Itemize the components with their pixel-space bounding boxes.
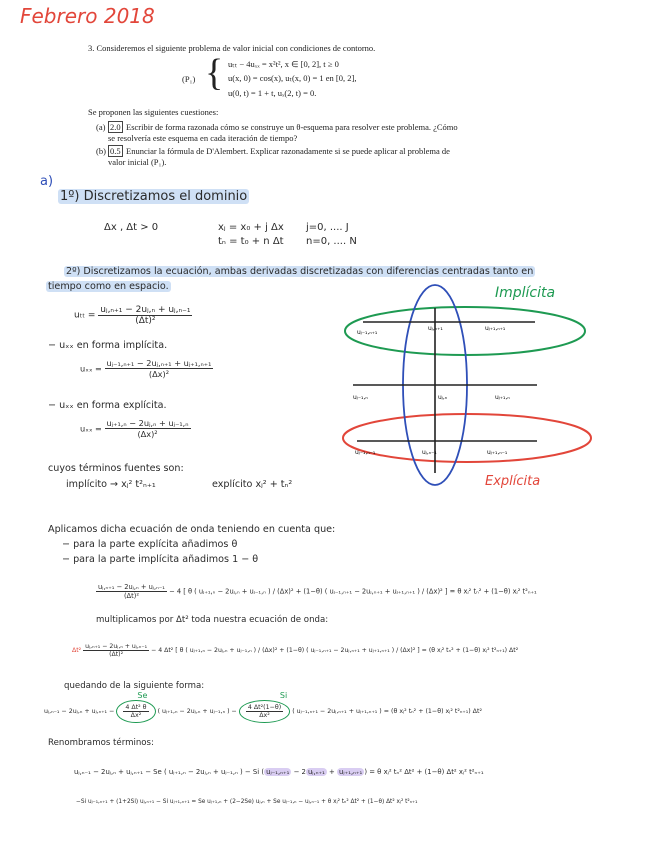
theta-eq-utt xyxy=(96,583,167,600)
utt-formula xyxy=(74,305,192,326)
question-a-text-2: se resolvería este esquema en cada iteración de tiempo? xyxy=(108,133,298,143)
problem-brace: { xyxy=(205,52,224,94)
problem-eq-2: u(x, 0) = cos(x), uₜ(x, 0) = 1 en [0, 2], xyxy=(228,73,357,83)
page-title: Febrero 2018 xyxy=(20,4,155,28)
question-b-label: (b) xyxy=(96,146,106,156)
rename-eq1-p3: uⱼ₊₁,ₙ₊₁ xyxy=(339,768,363,776)
stencil-explicit-label: Explícita xyxy=(485,474,541,489)
utt-lhs: uₜₜ = xyxy=(74,310,96,321)
mult-eq-utt-den: (Δt)² xyxy=(109,651,124,658)
step-2-line-1 xyxy=(64,266,535,277)
question-a-score: 2.0 xyxy=(110,122,121,132)
stencil-node-mid-right: uⱼ₊₁,ₙ xyxy=(495,394,510,401)
question-b-text-2: valor inicial (P₁). xyxy=(108,157,167,167)
uxx-implicit-fraction xyxy=(105,358,214,379)
rename-eq1-m: − 2 xyxy=(291,768,306,776)
si-label: Si xyxy=(279,691,288,700)
se-label: Se xyxy=(137,691,148,700)
apply-line: Aplicamos dicha ecuación de onda teniendo en cuenta que: xyxy=(48,524,336,535)
sources-label: cuyos términos fuentes son: xyxy=(48,463,184,474)
uxx-explicit-formula xyxy=(80,418,191,439)
uxx-implicit-numerator: uⱼ₋₁,ₙ₊₁ − 2uⱼ,ₙ₊₁ + uⱼ₊₁,ₙ₊₁ xyxy=(106,358,212,368)
se-numerator: 4 Δt² θ xyxy=(125,704,147,711)
stencil-implicit-label: Implícita xyxy=(495,285,556,301)
rename-eq1-a: uⱼ,ₙ₋₁ − 2uⱼ,ₙ + uⱼ,ₙ₊₁ − Se ( uⱼ₊₁,ₙ − 2uⱼ,ₙ + uⱼ₋₁,ₙ ) − Si ( xyxy=(74,768,265,776)
si-numerator: 4 Δt²(1−θ) xyxy=(247,704,282,711)
result-equation xyxy=(44,691,482,723)
stencil-node-mid-mid: uⱼ,ₙ xyxy=(438,394,448,401)
problem-eq-1: uₜₜ − 4uₓₓ = x²t², x ∈ [0, 2], t ≥ 0 xyxy=(228,59,339,69)
apply-implicit: − para la parte implícita añadimos 1 − θ xyxy=(62,554,259,565)
rename-eq1-p2: uⱼ,ₙ₊₁ xyxy=(307,768,325,776)
se-denominator: Δx² xyxy=(130,712,142,719)
multiply-line: multiplicamos por Δt² toda nuestra ecuación de onda: xyxy=(96,615,329,625)
se-circle xyxy=(116,691,155,723)
multiplied-equation xyxy=(72,643,518,658)
uxx-explicit-numerator: uⱼ₊₁,ₙ − 2uⱼ,ₙ + uⱼ₋₁,ₙ xyxy=(106,418,189,428)
uxx-explicit-label: − uₓₓ en forma explícita. xyxy=(48,400,167,411)
part-a-label: a) xyxy=(40,174,54,189)
se-fraction xyxy=(123,704,148,719)
step-1-xj: xⱼ = x₀ + j Δx xyxy=(218,222,284,233)
uxx-implicit-denominator: (Δx)² xyxy=(148,369,169,379)
problem-intro: 3. Consideremos el siguiente problema de valor inicial con condiciones de contorno. xyxy=(88,43,376,53)
step-1-tn: tₙ = t₀ + n Δt xyxy=(218,236,284,247)
stencil-node-top-right: uⱼ₊₁,ₙ₊₁ xyxy=(485,325,506,332)
rename-line: Renombramos términos: xyxy=(48,738,154,748)
stencil-diagram xyxy=(335,278,635,493)
stencil-node-bot-right: uⱼ₊₁,ₙ₋₁ xyxy=(487,449,508,456)
utt-fraction xyxy=(98,305,192,326)
mult-eq-utt xyxy=(83,643,149,658)
utt-numerator: uⱼ,ₙ₊₁ − 2uⱼ,ₙ + uⱼ,ₙ₋₁ xyxy=(100,305,191,315)
explicit-ellipse xyxy=(343,414,591,462)
rename-eq1-plus: + xyxy=(326,768,338,776)
rename-equation-2: −Si uⱼ₋₁,ₙ₊₁ + (1+2Si) uⱼ,ₙ₊₁ − Si uⱼ₊₁,ₙ₊₁ = Se uⱼ₊₁,ₙ + (2−2Se) uⱼ,ₙ + Se uⱼ₋₁,ₙ − uⱼ,ₙ₋₁ + θ xⱼ² tₙ² Δt² + (1−θ) Δt² xⱼ² t²ₙ₊₁ xyxy=(76,799,418,805)
uxx-explicit-denominator: (Δx)² xyxy=(137,429,158,439)
step-1-title-text: 1º) Discretizamos el dominio xyxy=(60,189,248,204)
theta-eq-rest: − 4 [ θ ( uⱼ₊₁,ₙ − 2uⱼ,ₙ + uⱼ₋₁,ₙ ) / (Δx)² + (1−θ) ( uⱼ₋₁,ₙ₊₁ − 2uⱼ,ₙ₊₁ + uⱼ₊₁,ₙ₊₁ ) / (Δx)² ] = θ xⱼ² tₙ² + (1−θ) xⱼ² t²ₙ₊₁ xyxy=(169,587,537,596)
step-2-line-1-text: 2º) Discretizamos la ecuación, ambas derivadas discretizadas con diferencias centradas tanto en xyxy=(66,266,534,277)
question-a-text-1: Escribir de forma razonada cómo se construye un θ-esquema para resolver este problema. ¿Cómo xyxy=(126,122,458,132)
step-1-title xyxy=(58,189,249,204)
uxx-implicit-label: − uₓₓ en forma implícita. xyxy=(48,340,168,351)
stencil-node-top-mid: uⱼ,ₙ₊₁ xyxy=(428,325,443,332)
theta-equation xyxy=(96,583,537,600)
step-1-steps: Δx , Δt > 0 xyxy=(104,222,159,233)
stencil-node-mid-left: uⱼ₋₁,ₙ xyxy=(353,394,368,401)
si-denominator: Δx² xyxy=(259,712,270,719)
si-circle xyxy=(239,691,290,723)
uxx-explicit-fraction xyxy=(105,418,191,439)
rename-eq1-b: ) = θ xⱼ² tₙ² Δt² + (1−θ) Δt² xⱼ² t²ₙ₊₁ xyxy=(364,768,484,776)
uxx-explicit-lhs: uₓₓ = xyxy=(80,423,102,434)
result-eq-start: uⱼ,ₙ₋₁ − 2uⱼ,ₙ + uⱼ,ₙ₊₁ − xyxy=(44,708,115,715)
uxx-implicit-lhs: uₓₓ = xyxy=(80,363,102,374)
mult-eq-rest: − 4 Δt² [ θ ( uⱼ₊₁,ₙ − 2uⱼ,ₙ + uⱼ₋₁,ₙ ) / (Δx)² + (1−θ) ( uⱼ₋₁,ₙ₊₁ − 2uⱼ,ₙ₊₁ + uⱼ₊₁,ₙ₊₁ ) / (Δx)² ] = (θ xⱼ² tₙ² + (1−θ) xⱼ² t²ₙ₊₁) Δt² xyxy=(151,647,519,654)
rename-eq1-p1: uⱼ₋₁,ₙ₊₁ xyxy=(266,768,290,776)
theta-eq-utt-den: (Δt)² xyxy=(123,592,140,600)
stencil-node-bot-left: uⱼ₋₁,ₙ₋₁ xyxy=(355,449,376,456)
step-1-nrange: n=0, .... N xyxy=(306,236,357,247)
problem-label: (P₁) xyxy=(182,74,196,84)
apply-explicit: − para la parte explícita añadimos θ xyxy=(62,539,238,550)
question-b-text-1: Enunciar la fórmula de D'Alembert. Explicar razonadamente si se puede aplicar al problema de xyxy=(126,146,450,156)
result-line: quedando de la siguiente forma: xyxy=(64,681,205,691)
question-b-score: 0.5 xyxy=(110,146,121,156)
question-a-label: (a) xyxy=(96,122,106,132)
problem-eq-3: u(0, t) = 1 + t, uₓ(2, t) = 0. xyxy=(228,88,317,98)
rename-equation-1 xyxy=(74,768,484,776)
stencil-node-bot-mid: uⱼ,ₙ₋₁ xyxy=(422,449,437,456)
step-2-line-2 xyxy=(46,281,171,292)
uxx-implicit-formula xyxy=(80,358,213,379)
source-explicit: explícito xⱼ² + tₙ² xyxy=(212,479,293,490)
stencil-node-top-left: uⱼ₋₁,ₙ₊₁ xyxy=(357,329,378,336)
theta-eq-utt-num: uⱼ,ₙ₊₁ − 2uⱼ,ₙ + uⱼ,ₙ₋₁ xyxy=(98,583,165,591)
step-2-line-2-text: tiempo como en espacio. xyxy=(48,281,169,292)
utt-denominator: (Δt)² xyxy=(135,316,156,326)
questions-intro: Se proponen las siguientes cuestiones: xyxy=(88,107,219,117)
si-fraction xyxy=(246,704,283,719)
step-1-jrange: j=0, .... J xyxy=(306,222,349,233)
mult-eq-utt-num: uⱼ,ₙ₊₁ − 2uⱼ,ₙ + uⱼ,ₙ₋₁ xyxy=(85,643,148,650)
result-eq-end: ( uⱼ₋₁,ₙ₊₁ − 2uⱼ,ₙ₊₁ + uⱼ₊₁,ₙ₊₁ ) = (θ xⱼ² tₙ² + (1−θ) xⱼ² t²ₙ₊₁) Δt² xyxy=(292,708,482,715)
source-implicit: implícito → xⱼ² t²ₙ₊₁ xyxy=(66,479,156,490)
mult-factor: Δt² xyxy=(72,647,82,654)
result-eq-mid: ( uⱼ₊₁,ₙ − 2uⱼ,ₙ + uⱼ₋₁,ₙ ) − xyxy=(157,708,237,715)
